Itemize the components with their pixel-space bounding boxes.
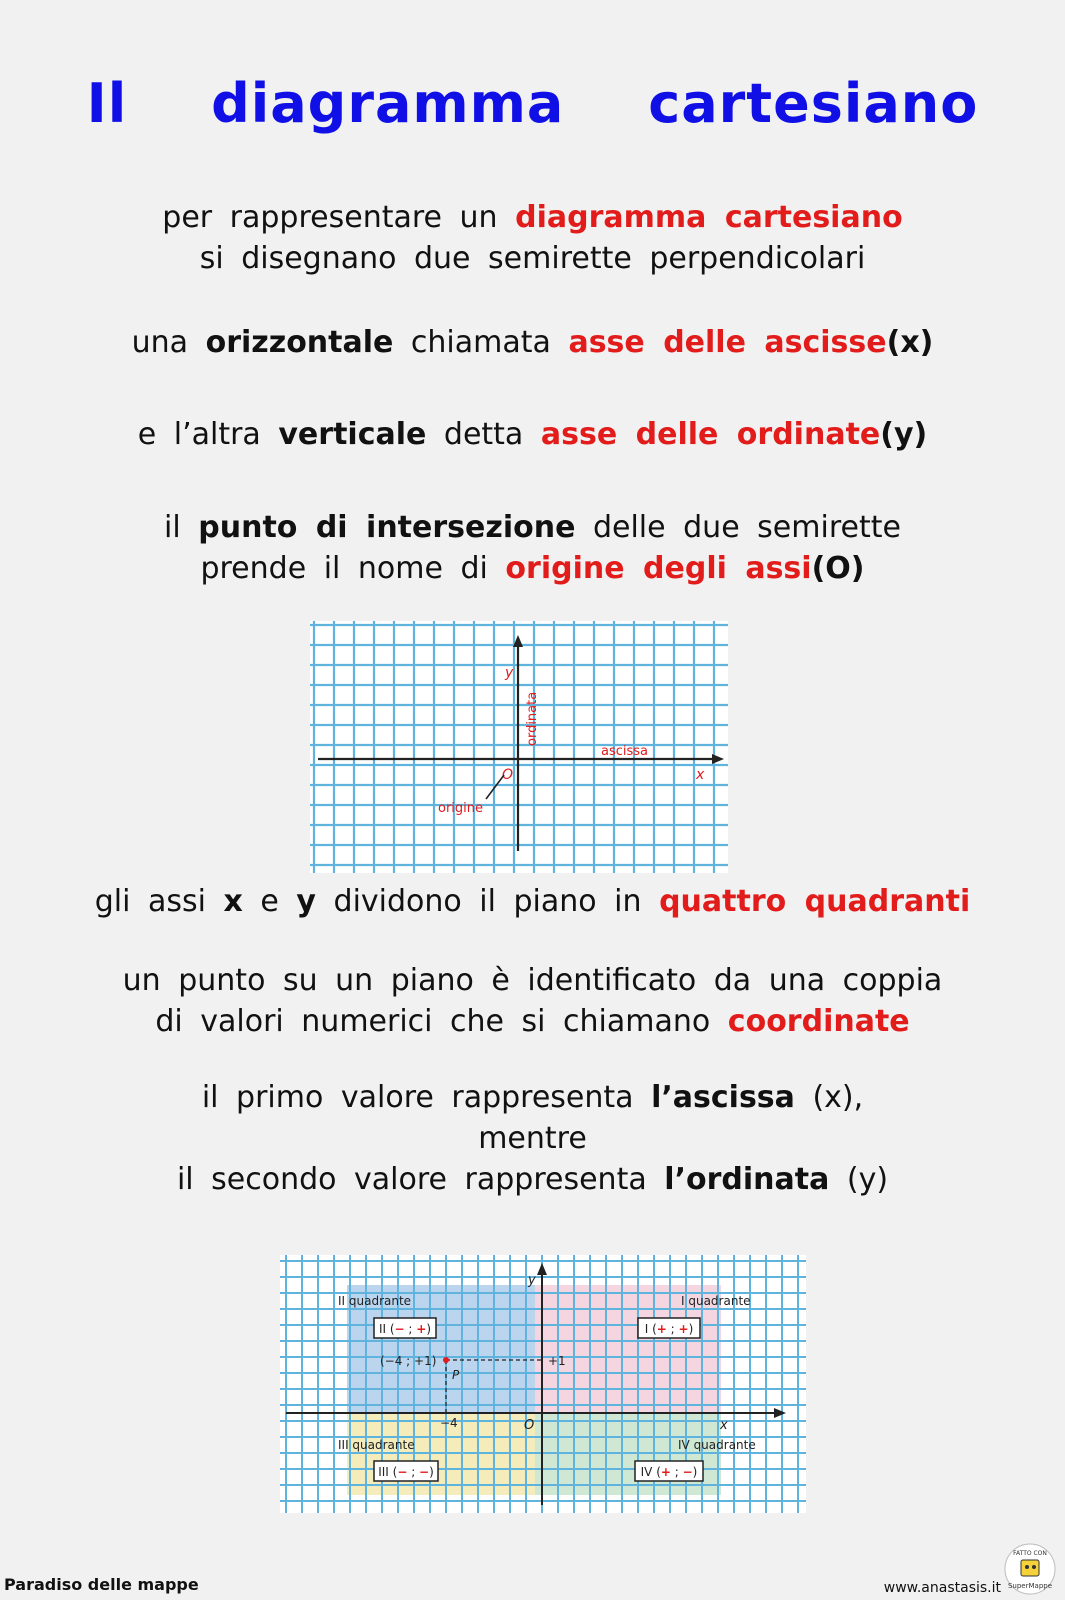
label-origine: origine (438, 801, 484, 816)
highlight-diagramma-cartesiano: diagramma cartesiano (515, 200, 903, 235)
paragraph-1-line-2: si disegnano due semirette perpendicolari (199, 241, 866, 276)
text: delle due semirette (592, 510, 901, 545)
highlight-quattro-quadranti: quattro quadranti (659, 884, 971, 919)
paragraph-5 (0, 884, 1065, 919)
point-p-marker (443, 1357, 449, 1363)
bold-ascissa: l’ascissa (651, 1080, 795, 1115)
bold-y: y (296, 884, 316, 919)
quadrant-1-signs: I (+ ; +) (644, 1322, 694, 1336)
badge-bottom-text: SuperMappe (1007, 1582, 1053, 1590)
bold-x: (x) (886, 325, 934, 360)
highlight-coordinate: coordinate (727, 1004, 910, 1039)
bold-o: (O) (811, 551, 865, 586)
paragraph-7-line-2: mentre (478, 1121, 587, 1156)
label-tick-x: −4 (440, 1416, 458, 1430)
paragraph-1-line-1 (0, 200, 1065, 235)
text: una (131, 325, 189, 360)
label-quadrant-1: I quadrante (681, 1294, 751, 1308)
paragraph-2 (0, 325, 1065, 360)
text: e l’altra (137, 417, 261, 452)
text: (x), (812, 1080, 864, 1115)
bold-punto-intersezione: punto di intersezione (198, 510, 576, 545)
bold-ordinata: l’ordinata (664, 1162, 830, 1197)
paragraph-7-line-3 (0, 1162, 1065, 1197)
label-quadrant-2: II quadrante (338, 1294, 412, 1308)
title-word-2: diagramma (211, 72, 565, 135)
label-ordinata: ordinata (525, 691, 540, 746)
paragraph-3 (0, 417, 1065, 452)
label-point-coordinates: (−4 ; +1) (380, 1354, 437, 1368)
label-quadrant-3: III quadrante (338, 1438, 415, 1452)
paragraph-6-line-1: un punto su un piano è identificato da una coppia (122, 963, 943, 998)
figure-quadrants-svg (280, 1255, 806, 1513)
text: il primo valore rappresenta (201, 1080, 634, 1115)
badge-top-text: FATTO CON (1013, 1550, 1047, 1557)
bold-x: x (223, 884, 243, 919)
paragraph-4-line-1 (0, 510, 1065, 545)
label-o: O (524, 1418, 535, 1433)
label-point-name: P (452, 1368, 460, 1382)
supermappe-logo-icon (1003, 1542, 1057, 1596)
text: il (164, 510, 181, 545)
text: chiamata (410, 325, 551, 360)
highlight-asse-ordinate: asse delle ordinate (540, 417, 881, 452)
paragraph-6-line-2 (0, 1004, 1065, 1039)
quadrant-2-signs: II (− ; +) (378, 1322, 432, 1336)
footer-left-text: Paradiso delle mappe (4, 1575, 199, 1594)
title-word-1: Il (86, 72, 128, 135)
paragraph-7-line-1 (0, 1080, 1065, 1115)
figure-quadrants (280, 1255, 806, 1513)
text: (y) (846, 1162, 889, 1197)
text: il secondo valore rappresenta (176, 1162, 647, 1197)
text: detta (443, 417, 524, 452)
text: e (260, 884, 279, 919)
highlight-asse-ascisse: asse delle ascisse (568, 325, 887, 360)
text: gli assi (94, 884, 206, 919)
highlight-origine-assi: origine degli assi (505, 551, 812, 586)
bold-y: (y) (880, 417, 928, 452)
page-title (0, 72, 1065, 135)
bold-orizzontale: orizzontale (205, 325, 394, 360)
supermappe-logo (1003, 1542, 1057, 1596)
title-word-3: cartesiano (648, 72, 979, 135)
quadrant-3-signs: III (− ; −) (378, 1465, 434, 1479)
label-y: y (528, 1273, 536, 1288)
label-o: O (502, 767, 514, 783)
label-x: x (720, 1418, 728, 1433)
figure-axes (310, 621, 728, 873)
text: dividono il piano in (333, 884, 642, 919)
paragraph-4-line-2 (0, 551, 1065, 586)
label-tick-y: +1 (548, 1354, 566, 1368)
label-y: y (505, 665, 514, 681)
footer-website: www.anastasis.it (883, 1580, 1001, 1596)
text: prende il nome di (200, 551, 488, 586)
quadrant-4-signs: IV (+ ; −) (640, 1465, 698, 1479)
bold-verticale: verticale (278, 417, 427, 452)
figure-axes-svg (310, 621, 728, 873)
text: per rappresentare un (162, 200, 498, 235)
label-x: x (696, 767, 705, 783)
label-quadrant-4: IV quadrante (678, 1438, 756, 1452)
text: di valori numerici che si chiamano (155, 1004, 711, 1039)
label-ascissa: ascissa (601, 744, 649, 759)
